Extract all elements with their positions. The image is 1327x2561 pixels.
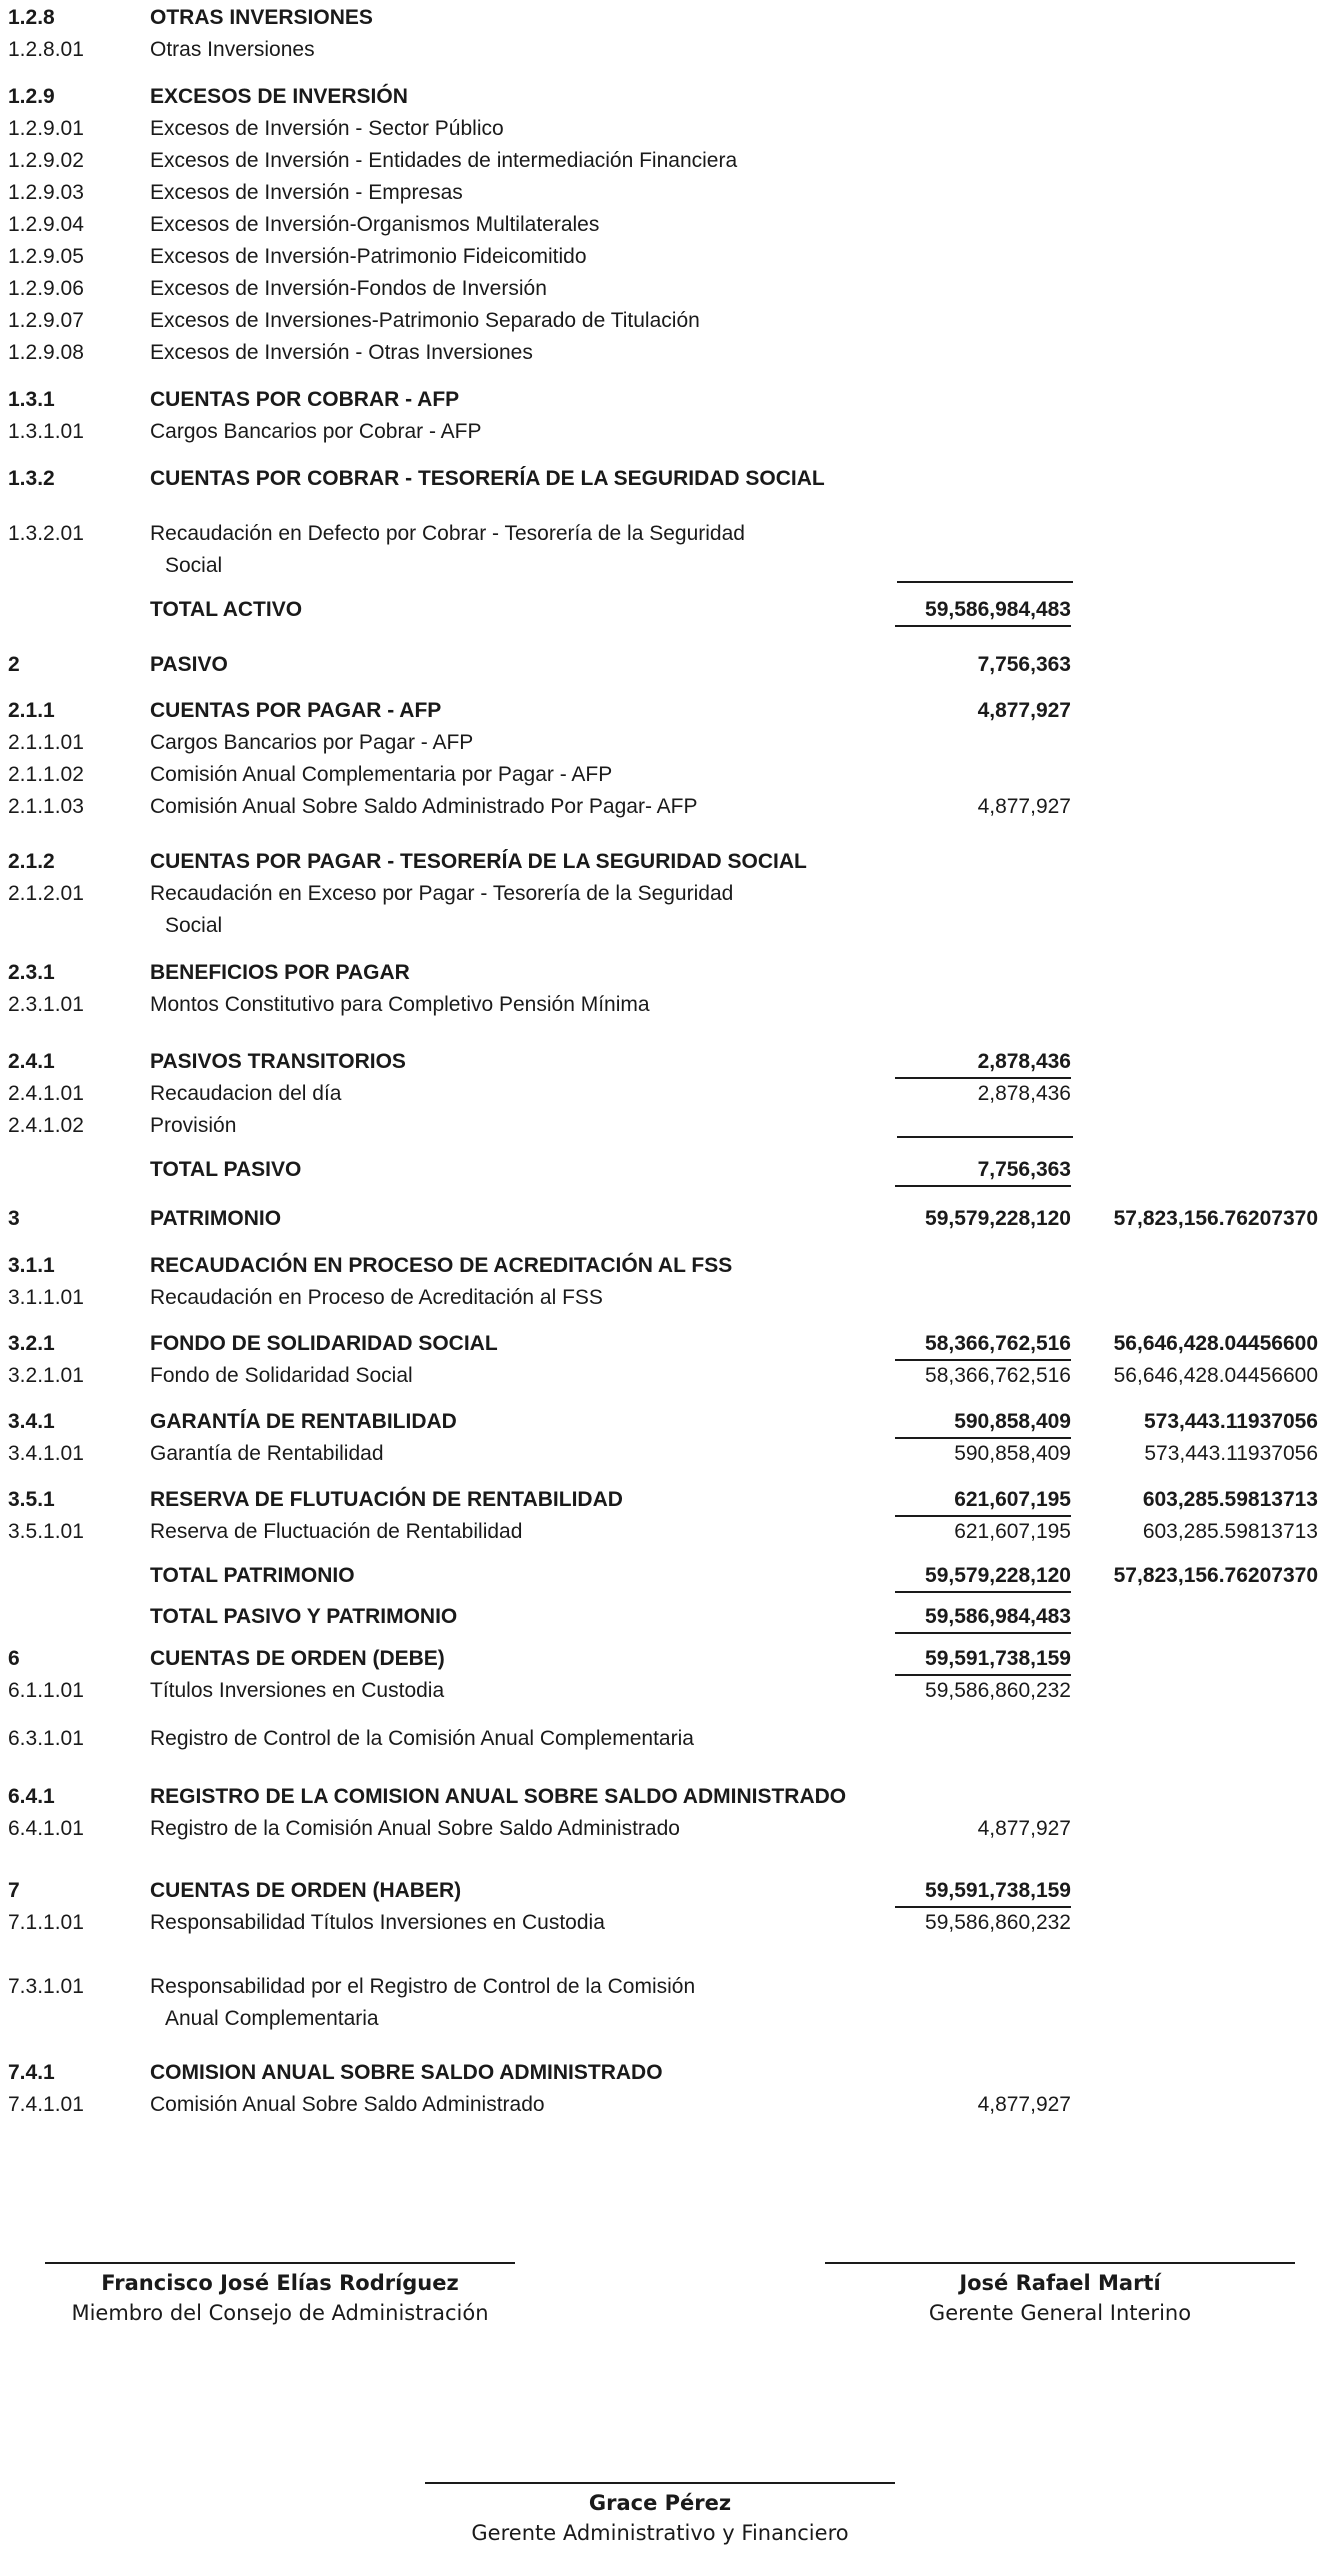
account-code: 6.4.1 — [8, 1785, 55, 1808]
table-row — [0, 1362, 1327, 1390]
account-description: GARANTÍA DE RENTABILIDAD — [150, 1410, 457, 1433]
account-description: Excesos de Inversión-Fondos de Inversión — [150, 277, 547, 300]
account-code: 1.2.9.07 — [8, 309, 84, 332]
account-description: Comisión Anual Complementaria por Pagar - AFP — [150, 763, 613, 786]
table-row — [0, 1284, 1327, 1312]
account-description: PATRIMONIO — [150, 1207, 282, 1230]
account-description: Excesos de Inversiones-Patrimonio Separado de Titulación — [150, 309, 700, 332]
account-code: 6.3.1.01 — [8, 1727, 84, 1750]
account-description: Recaudación en Exceso por Pagar - Tesorería de la Seguridad — [150, 882, 734, 905]
account-description: Títulos Inversiones en Custodia — [150, 1679, 445, 1702]
account-description: OTRAS INVERSIONES — [150, 6, 373, 29]
signature-block-right — [820, 2262, 1300, 2328]
table-row — [0, 211, 1327, 239]
account-code: 3 — [8, 1207, 20, 1230]
account-code: 2.1.2 — [8, 850, 55, 873]
account-code: 2.4.1 — [8, 1050, 55, 1073]
account-description: Excesos de Inversión-Patrimonio Fideicomitido — [150, 245, 587, 268]
table-row — [0, 1330, 1327, 1358]
account-code: 6 — [8, 1647, 20, 1670]
account-description: Comisión Anual Sobre Saldo Administrado — [150, 2093, 545, 2116]
account-description: Excesos de Inversión - Otras Inversiones — [150, 341, 533, 364]
account-description: Montos Constitutivo para Completivo Pensión Mínima — [150, 993, 650, 1016]
amount-value: 4,877,927 — [977, 2093, 1071, 2116]
table-row — [0, 1408, 1327, 1436]
table-row — [0, 1973, 1327, 2001]
table-row — [0, 1677, 1327, 1705]
account-description: Anual Complementaria — [165, 2007, 379, 2030]
account-code: 7.3.1.01 — [8, 1975, 84, 1998]
table-row — [0, 418, 1327, 446]
amount-value-secondary: 573,443.11937056 — [1143, 1410, 1318, 1433]
account-code: 7.1.1.01 — [8, 1911, 84, 1934]
signature-line — [825, 2262, 1295, 2264]
account-description: Excesos de Inversión - Entidades de intermediación Financiera — [150, 149, 738, 172]
amount-value-secondary: 573,443.11937056 — [1144, 1442, 1318, 1465]
table-row — [0, 1783, 1327, 1811]
account-code: 3.2.1.01 — [8, 1364, 84, 1387]
table-row — [0, 2059, 1327, 2087]
table-row — [0, 1815, 1327, 1843]
table-row — [0, 1252, 1327, 1280]
account-code: 6.1.1.01 — [8, 1679, 84, 1702]
account-description: CUENTAS POR PAGAR - AFP — [150, 699, 442, 722]
account-description: TOTAL PASIVO — [150, 1158, 302, 1181]
account-code: 2.1.1.02 — [8, 763, 84, 786]
table-row — [0, 83, 1327, 111]
table-row — [0, 880, 1327, 908]
table-row — [0, 1048, 1327, 1076]
account-description: CUENTAS DE ORDEN (DEBE) — [150, 1647, 445, 1670]
account-description: TOTAL PATRIMONIO — [150, 1564, 355, 1587]
account-description: COMISION ANUAL SOBRE SALDO ADMINISTRADO — [150, 2061, 663, 2084]
signer-role: Gerente General Interino — [928, 2301, 1192, 2325]
amount-value: 58,366,762,516 — [925, 1364, 1071, 1387]
amount-value: 7,756,363 — [895, 1156, 1071, 1187]
amount-value: 4,877,927 — [977, 795, 1071, 818]
table-row — [0, 115, 1327, 143]
account-code: 1.2.9 — [8, 85, 55, 108]
account-description: Registro de Control de la Comisión Anual Complementaria — [150, 1727, 694, 1750]
total-activo-top-rule — [897, 581, 1073, 583]
table-row — [0, 243, 1327, 271]
table-row — [0, 465, 1327, 493]
account-code: 2 — [8, 653, 20, 676]
account-description: PASIVO — [150, 653, 228, 676]
amount-value-secondary: 57,823,156.76207370 — [1113, 1564, 1318, 1587]
amount-value: 4,877,927 — [977, 1817, 1071, 1840]
table-row — [0, 596, 1327, 624]
account-code: 7.4.1 — [8, 2061, 55, 2084]
table-row — [0, 1877, 1327, 1905]
account-code: 1.2.9.03 — [8, 181, 84, 204]
account-description: Garantía de Rentabilidad — [150, 1442, 384, 1465]
amount-value-secondary: 603,285.59813713 — [1142, 1520, 1318, 1543]
amount-value: 59,586,860,232 — [925, 1679, 1071, 1702]
amount-value: 2,878,436 — [977, 1082, 1071, 1105]
table-row — [0, 1603, 1327, 1631]
account-description: TOTAL PASIVO Y PATRIMONIO — [150, 1605, 458, 1628]
table-row — [0, 959, 1327, 987]
amount-value: 59,579,228,120 — [925, 1207, 1071, 1230]
table-row — [0, 179, 1327, 207]
account-description: FONDO DE SOLIDARIDAD SOCIAL — [150, 1332, 498, 1355]
account-description: Recaudación en Proceso de Acreditación al FSS — [150, 1286, 603, 1309]
amount-value-secondary: 56,646,428.04456600 — [1113, 1332, 1318, 1355]
amount-value: 59,591,738,159 — [895, 1877, 1071, 1908]
account-description: Excesos de Inversión - Sector Público — [150, 117, 504, 140]
amount-value: 59,586,860,232 — [925, 1911, 1071, 1934]
account-code: 2.1.2.01 — [8, 882, 84, 905]
account-description: Registro de la Comisión Anual Sobre Saldo Administrado — [150, 1817, 680, 1840]
account-code: 3.4.1 — [8, 1410, 55, 1433]
signature-block-bottom — [420, 2482, 900, 2548]
account-description: Provisión — [150, 1114, 237, 1137]
signature-line — [45, 2262, 515, 2264]
amount-value: 59,591,738,159 — [895, 1645, 1071, 1676]
account-description: BENEFICIOS POR PAGAR — [150, 961, 410, 984]
account-code: 3.4.1.01 — [8, 1442, 84, 1465]
amount-value-secondary: 57,823,156.76207370 — [1113, 1207, 1318, 1230]
account-description: RECAUDACIÓN EN PROCESO DE ACREDITACIÓN AL FSS — [150, 1254, 733, 1277]
account-description: Otras Inversiones — [150, 38, 315, 61]
table-row — [0, 1562, 1327, 1590]
account-description: Excesos de Inversión-Organismos Multilaterales — [150, 213, 600, 236]
account-description: CUENTAS DE ORDEN (HABER) — [150, 1879, 462, 1902]
account-code: 1.3.2.01 — [8, 522, 84, 545]
account-description: Social — [165, 554, 223, 577]
amount-value: 58,366,762,516 — [895, 1330, 1071, 1361]
table-row — [0, 729, 1327, 757]
amount-value: 590,858,409 — [954, 1442, 1071, 1465]
account-description: Social — [165, 914, 223, 937]
table-row — [0, 793, 1327, 821]
amount-value: 7,756,363 — [977, 653, 1071, 676]
account-description: REGISTRO DE LA COMISION ANUAL SOBRE SALDO ADMINISTRADO — [150, 1785, 847, 1808]
account-code: 1.3.2 — [8, 467, 55, 490]
table-row — [0, 651, 1327, 679]
account-code: 1.2.9.01 — [8, 117, 84, 140]
account-code: 7.4.1.01 — [8, 2093, 84, 2116]
table-row — [0, 1156, 1327, 1184]
amount-value: 4,877,927 — [977, 699, 1071, 722]
account-code: 2.3.1 — [8, 961, 55, 984]
signer-name: José Rafael Martí — [959, 2271, 1161, 2295]
table-row — [0, 1112, 1327, 1140]
account-code: 2.4.1.02 — [8, 1114, 84, 1137]
amount-value: 59,579,228,120 — [895, 1562, 1071, 1593]
account-description: Cargos Bancarios por Cobrar - AFP — [150, 420, 482, 443]
account-code: 1.2.9.02 — [8, 149, 84, 172]
account-code: 1.2.8 — [8, 6, 55, 29]
total-pasivo-top-rule — [897, 1136, 1073, 1138]
account-description: Cargos Bancarios por Pagar - AFP — [150, 731, 474, 754]
amount-value-secondary: 56,646,428.04456600 — [1113, 1364, 1318, 1387]
signer-name: Francisco José Elías Rodríguez — [101, 2271, 459, 2295]
table-row — [0, 307, 1327, 335]
account-code: 1.2.9.06 — [8, 277, 84, 300]
table-row — [0, 386, 1327, 414]
account-description: RESERVA DE FLUTUACIÓN DE RENTABILIDAD — [150, 1488, 623, 1511]
table-row — [0, 1645, 1327, 1673]
table-row — [0, 2091, 1327, 2119]
account-code: 3.1.1.01 — [8, 1286, 84, 1309]
account-code: 2.1.1.03 — [8, 795, 84, 818]
amount-value: 59,586,984,483 — [895, 596, 1071, 627]
account-code: 1.2.9.05 — [8, 245, 84, 268]
amount-value-secondary: 603,285.59813713 — [1142, 1488, 1318, 1511]
table-row — [0, 275, 1327, 303]
table-row — [0, 2005, 1327, 2033]
table-row — [0, 1205, 1327, 1233]
table-row — [0, 1909, 1327, 1937]
account-code: 3.1.1 — [8, 1254, 55, 1277]
table-row — [0, 761, 1327, 789]
table-row — [0, 339, 1327, 367]
account-description: Comisión Anual Sobre Saldo Administrado Por Pagar- AFP — [150, 795, 698, 818]
account-code: 2.3.1.01 — [8, 993, 84, 1016]
signature-line — [425, 2482, 895, 2484]
table-row — [0, 1725, 1327, 1753]
amount-value: 621,607,195 — [895, 1486, 1071, 1517]
table-row — [0, 4, 1327, 32]
account-code: 1.2.9.04 — [8, 213, 84, 236]
table-row — [0, 1486, 1327, 1514]
account-code: 6.4.1.01 — [8, 1817, 84, 1840]
account-description: Recaudacion del día — [150, 1082, 342, 1105]
account-description: Reserva de Fluctuación de Rentabilidad — [150, 1520, 523, 1543]
table-row — [0, 1518, 1327, 1546]
table-row — [0, 1080, 1327, 1108]
table-row — [0, 147, 1327, 175]
account-code: 3.5.1 — [8, 1488, 55, 1511]
account-code: 2.1.1 — [8, 699, 55, 722]
table-row — [0, 991, 1327, 1019]
table-row — [0, 552, 1327, 580]
account-code: 1.2.8.01 — [8, 38, 84, 61]
signer-role: Miembro del Consejo de Administración — [71, 2301, 489, 2325]
table-row — [0, 697, 1327, 725]
amount-value: 590,858,409 — [895, 1408, 1071, 1439]
account-description: CUENTAS POR PAGAR - TESORERÍA DE LA SEGURIDAD SOCIAL — [150, 850, 807, 873]
account-description: Recaudación en Defecto por Cobrar - Tesorería de la Seguridad — [150, 522, 745, 545]
account-code: 1.3.1.01 — [8, 420, 84, 443]
account-code: 1.3.1 — [8, 388, 55, 411]
account-description: CUENTAS POR COBRAR - TESORERÍA DE LA SEGURIDAD SOCIAL — [150, 467, 825, 490]
account-description: Responsabilidad Títulos Inversiones en Custodia — [150, 1911, 605, 1934]
account-description: Fondo de Solidaridad Social — [150, 1364, 413, 1387]
account-description: Excesos de Inversión - Empresas — [150, 181, 463, 204]
account-code: 7 — [8, 1879, 20, 1902]
table-row — [0, 1440, 1327, 1468]
table-row — [0, 36, 1327, 64]
amount-value: 2,878,436 — [895, 1048, 1071, 1079]
account-description: PASIVOS TRANSITORIOS — [150, 1050, 406, 1073]
signature-block-left — [40, 2262, 520, 2328]
signer-role: Gerente Administrativo y Financiero — [471, 2521, 849, 2545]
account-code: 2.1.1.01 — [8, 731, 84, 754]
account-code: 3.2.1 — [8, 1332, 55, 1355]
amount-value: 621,607,195 — [954, 1520, 1071, 1543]
table-row — [0, 520, 1327, 548]
account-description: EXCESOS DE INVERSIÓN — [150, 85, 408, 108]
account-code: 1.2.9.08 — [8, 341, 84, 364]
account-code: 3.5.1.01 — [8, 1520, 84, 1543]
account-description: Responsabilidad por el Registro de Control de la Comisión — [150, 1975, 696, 1998]
amount-value: 59,586,984,483 — [895, 1603, 1071, 1634]
table-row — [0, 912, 1327, 940]
account-description: CUENTAS POR COBRAR - AFP — [150, 388, 460, 411]
account-code: 2.4.1.01 — [8, 1082, 84, 1105]
table-row — [0, 848, 1327, 876]
account-description: TOTAL ACTIVO — [150, 598, 303, 621]
signer-name: Grace Pérez — [588, 2491, 732, 2515]
